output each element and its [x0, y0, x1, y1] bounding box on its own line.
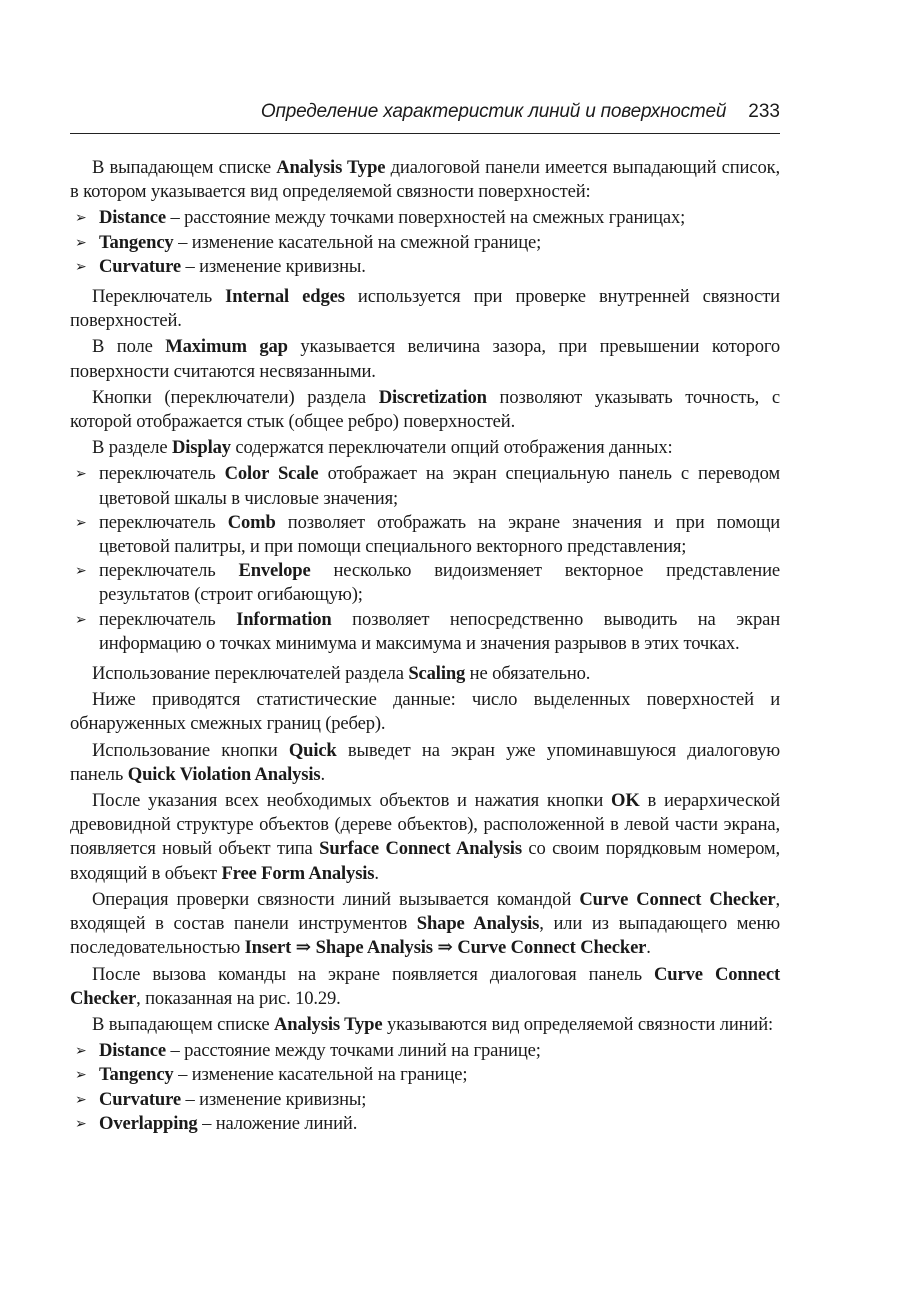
curve-connectivity-types-list	[70, 1039, 780, 1136]
running-title: Определение характеристик линий и поверхностей	[260, 101, 727, 122]
list-item: ➢ Distance – расстояние между точками поверхностей на смежных границах;	[70, 206, 780, 230]
paragraph-curve-connect-dialog: После вызова команды на экране появляется диалоговая панель Curve Connect Checker, показанная на рис. 10.29.	[70, 963, 780, 1009]
arrow-bullet-icon: ➢	[75, 210, 87, 227]
arrow-bullet-icon: ➢	[75, 1067, 87, 1084]
list-item: ➢ Curvature – изменение кривизны.	[70, 255, 780, 279]
menu-arrow-icon: ⇒	[291, 937, 316, 959]
header-rule	[70, 133, 780, 134]
paragraph-analysis-type-curves: В выпадающем списке Analysis Type указываются вид определяемой связности линий:	[92, 1013, 774, 1035]
list-item: ➢ Tangency – изменение касательной на смежной границе;	[70, 231, 780, 255]
arrow-bullet-icon: ➢	[75, 611, 87, 628]
paragraph-internal-edges: Переключатель Internal edges используется при проверке внутренней связности поверхностей.	[70, 286, 780, 332]
arrow-bullet-icon: ➢	[75, 1091, 87, 1108]
arrow-bullet-icon: ➢	[75, 514, 87, 531]
list-item: ➢ переключатель Comb позволяет отображать на экране значения и при помощи цветовой палитры, и при помощи специального векторного представления;	[75, 511, 780, 558]
surface-connectivity-types-list	[70, 206, 780, 279]
menu-arrow-icon: ⇒	[432, 937, 458, 959]
arrow-bullet-icon: ➢	[75, 258, 87, 275]
paragraph-tree-object: После указания всех необходимых объектов и нажатия кнопки OK в иерархической древовидной структуре объектов (дереве объектов), расположенной в левой части экрана, появляется новый объект типа Surface Connect Analysis со своим порядковым номером, входящий в объект Free Form Analysis.	[70, 790, 781, 884]
paragraph-analysis-type-surfaces: В выпадающем списке Analysis Type диалоговой панели имеется выпадающий список, в котором указывается вид определяемой связности поверхностей:	[70, 157, 780, 203]
page-body	[70, 156, 780, 1142]
running-header	[70, 101, 780, 123]
paragraph-display: В разделе Display содержатся переключатели опций отображения данных:	[92, 437, 673, 459]
paragraph-statistics: Ниже приводятся статистические данные: число выделенных поверхностей и обнаруженных смежных границ (ребер).	[70, 689, 780, 735]
arrow-bullet-icon: ➢	[75, 563, 87, 580]
paragraph-curve-connect-command: Операция проверки связности линий вызывается командой Curve Connect Checker, входящей в состав панели инструментов Shape Analysis, или из выпадающего меню последовательностью Insert ⇒ Shape Analysis ⇒ Curve Connect Checker.	[70, 888, 780, 959]
display-options-list	[70, 462, 780, 656]
list-item: ➢ переключатель Envelope несколько видоизменяет векторное представление результатов (строит огибающую);	[75, 560, 780, 606]
list-item: ➢ Curvature – изменение кривизны;	[70, 1088, 780, 1112]
arrow-bullet-icon: ➢	[75, 234, 87, 251]
paragraph-discretization: Кнопки (переключатели) раздела Discretization позволяют указывать точность, с которой отображается стык (общее ребро) поверхностей.	[70, 386, 781, 433]
arrow-bullet-icon: ➢	[75, 1043, 87, 1060]
list-item: ➢ переключатель Information позволяет непосредственно выводить на экран информацию о точках минимума и максимума и значения разрывов в этих точках.	[75, 608, 780, 654]
list-item: ➢ переключатель Color Scale отображает на экран специальную панель с переводом цветовой шкалы в числовые значения;	[75, 463, 781, 509]
arrow-bullet-icon: ➢	[75, 466, 87, 483]
list-item: ➢ Tangency – изменение касательной на границе;	[70, 1063, 780, 1087]
paragraph-quick-button: Использование кнопки Quick выведет на экран уже упоминавшуюся диалоговую панель Quick Violation Analysis.	[70, 739, 780, 785]
paragraph-maximum-gap: В поле Maximum gap указывается величина зазора, при превышении которого поверхности считаются несвязанными.	[70, 336, 781, 382]
term-analysis-type: Analysis Type	[276, 157, 386, 178]
page-number: 233	[748, 101, 780, 122]
paragraph-scaling: Использование переключателей раздела Scaling не обязательно.	[92, 663, 591, 685]
list-item: ➢ Overlapping – наложение линий.	[70, 1112, 780, 1136]
arrow-bullet-icon: ➢	[75, 1115, 87, 1132]
list-item: ➢ Distance – расстояние между точками линий на границе;	[70, 1039, 780, 1063]
